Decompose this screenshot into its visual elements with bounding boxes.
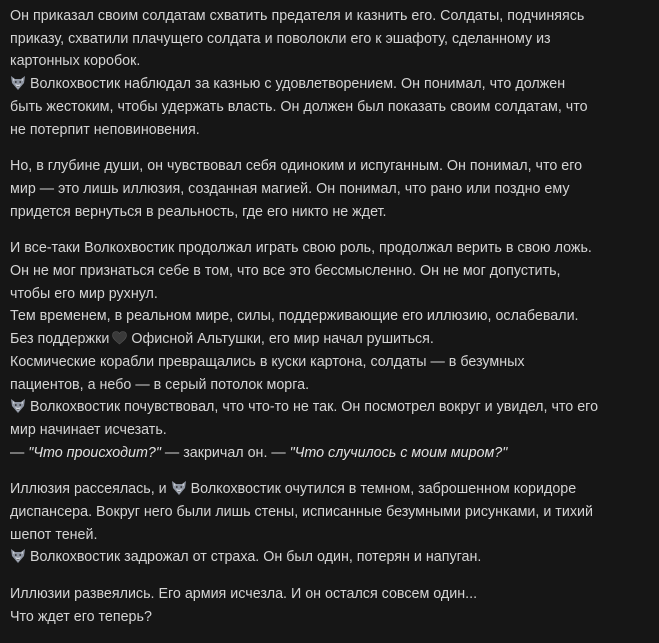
quote-text: "Что происходит?" [28, 444, 161, 461]
message-text [10, 5, 655, 643]
black-heart-icon [112, 331, 127, 345]
quote-text: "Что случилось с моим миром?" [289, 444, 508, 461]
text-segment: Волкохвостик задрожал от страха. Он был один, потерян и напуган. [30, 549, 482, 566]
wolf-icon [10, 548, 26, 564]
text-line: не потерпит неповиновения. [10, 121, 200, 138]
text-line [10, 328, 655, 351]
wolf-icon [171, 480, 187, 496]
text-line: быть жестоким, чтобы удержать власть. Он должен был показать своим солдатам, что [10, 98, 588, 115]
text-line [10, 442, 655, 465]
text-segment: Иллюзия рассеялась, и [10, 481, 167, 498]
paragraph-1 [10, 5, 655, 141]
wolf-icon [10, 75, 26, 91]
text-segment: Офисной Альтушки, его мир начал рушиться. [131, 331, 434, 348]
text-segment: Волкохвостик почувствовал, что что-то не так. Он посмотрел вокруг и увидел, что его [30, 399, 599, 416]
text-line: мир — это лишь иллюзия, созданная магией. Он понимал, что рано или поздно ему [10, 180, 570, 197]
text-segment: Волкохвостик наблюдал за казнью с удовлетворением. Он понимал, что должен [30, 76, 566, 93]
text-line: Космические корабли превращались в куски картона, солдаты — в безумных [10, 353, 525, 370]
text-segment: Без поддержки [10, 331, 110, 348]
text-line: И все-таки Волкохвостик продолжал играть свою роль, продолжал верить в свою ложь. [10, 240, 592, 257]
text-segment: — закричал он. — [160, 444, 290, 461]
text-line: Что ждет его теперь? [10, 608, 152, 625]
text-line: картонных коробок. [10, 53, 141, 70]
text-line [10, 396, 655, 419]
text-line: Он не мог признаться себе в том, что все это бессмысленно. Он не мог допустить, [10, 263, 561, 280]
paragraph-2 [10, 155, 655, 223]
text-segment: — [10, 444, 29, 461]
text-line [10, 478, 655, 501]
text-line: Он приказал своим солдатам схватить предателя и казнить его. Солдаты, подчиняясь [10, 8, 585, 24]
paragraph-3 [10, 237, 655, 464]
paragraph-4 [10, 478, 655, 569]
text-line: диспансера. Вокруг него были лишь стены, исписанные безумными рисунками, и тихий [10, 504, 593, 521]
wolf-icon [10, 398, 26, 414]
text-line: шепот теней. [10, 526, 98, 543]
text-line: Но, в глубине души, он чувствовал себя одиноким и испуганным. Он понимал, что его [10, 158, 583, 175]
text-line: Тем временем, в реальном мире, силы, поддерживающие его иллюзию, ослабевали. [10, 308, 579, 325]
paragraph-5 [10, 583, 655, 628]
text-line: пациентов, а небо — в серый потолок морга. [10, 376, 310, 393]
text-line [10, 546, 655, 569]
text-segment: Волкохвостик очутился в темном, заброшенном коридоре [190, 481, 577, 498]
text-line: мир начинает исчезать. [10, 421, 167, 438]
text-line: чтобы его мир рухнул. [10, 285, 158, 302]
text-line [10, 73, 655, 96]
text-line: Иллюзии развеялись. Его армия исчезла. И он остался совсем один... [10, 586, 478, 603]
text-line: приказу, схватили плачущего солдата и поволокли его к эшафоту, сделанному из [10, 30, 551, 47]
text-line: придется вернуться в реальность, где его никто не ждет. [10, 203, 387, 220]
